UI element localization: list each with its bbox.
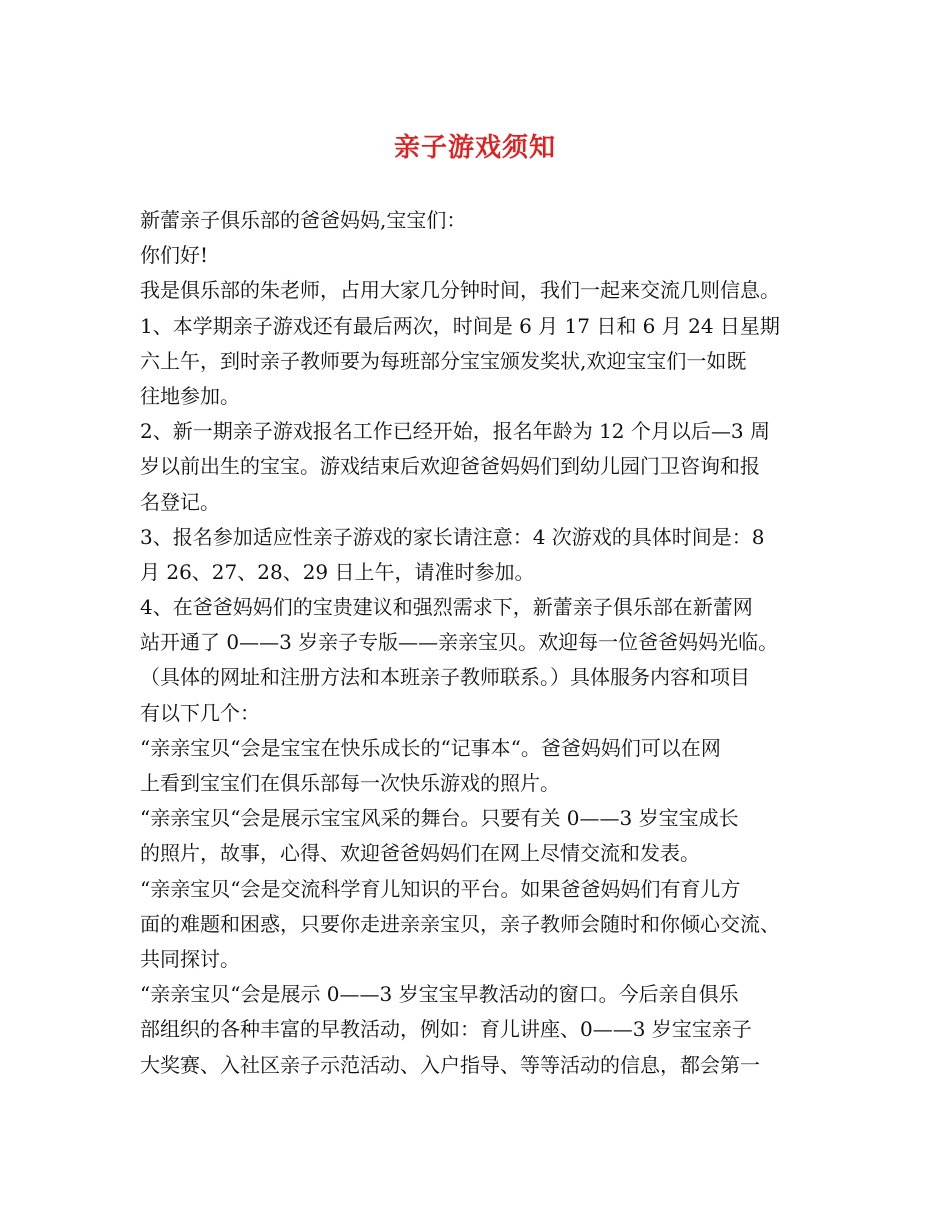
body-line: 2、新一期亲子游戏报名工作已经开始，报名年龄为 12 个月以后—3 周 bbox=[140, 419, 770, 444]
body-line: 六上午，到时亲子教师要为每班部分宝宝颁发奖状,欢迎宝宝们一如既 bbox=[140, 348, 747, 373]
body-line: 名登记。 bbox=[140, 489, 220, 514]
body-line: 4、在爸爸妈妈们的宝贵建议和强烈需求下，新蕾亲子俱乐部在新蕾网 bbox=[140, 595, 753, 620]
body-line: 3、报名参加适应性亲子游戏的家长请注意：4 次游戏的具体时间是：8 bbox=[140, 524, 765, 549]
document-body bbox=[140, 203, 830, 1083]
body-line: 你们好! bbox=[140, 243, 209, 268]
body-line: 有以下几个： bbox=[140, 700, 260, 725]
body-line: 站开通了 0——3 岁亲子专版——亲亲宝贝。欢迎每一位爸爸妈妈光临。 bbox=[140, 630, 779, 655]
document-title: 亲子游戏须知 bbox=[393, 133, 556, 163]
body-line: 的照片，故事，心得、欢迎爸爸妈妈们在网上尽情交流和发表。 bbox=[140, 841, 700, 866]
body-line: 月 26、27、28、29 日上午，请准时参加。 bbox=[140, 559, 535, 584]
body-line: （具体的网址和注册方法和本班亲子教师联系。）具体服务内容和项目 bbox=[140, 665, 750, 690]
body-line: 我是俱乐部的朱老师，占用大家几分钟时间，我们一起来交流几则信息。 bbox=[140, 278, 780, 303]
body-line: 面的难题和困惑，只要你走进亲亲宝贝，亲子教师会随时和你倾心交流、 bbox=[140, 911, 780, 936]
body-line: “亲亲宝贝“会是宝宝在快乐成长的“记事本“。爸爸妈妈们可以在网 bbox=[140, 735, 721, 760]
body-line: 往地参加。 bbox=[140, 383, 240, 408]
body-line: 新蕾亲子俱乐部的爸爸妈妈,宝宝们： bbox=[140, 208, 467, 232]
body-line: “亲亲宝贝“会是展示宝宝风采的舞台。只要有关 0——3 岁宝宝成长 bbox=[140, 806, 739, 831]
body-line: 大奖赛、入社区亲子示范活动、入户指导、等等活动的信息，都会第一 bbox=[140, 1052, 760, 1077]
body-line: 1、本学期亲子游戏还有最后两次，时间是 6 月 17 日和 6 月 24 日星期 bbox=[140, 313, 780, 338]
body-line: “亲亲宝贝“会是交流科学育儿知识的平台。如果爸爸妈妈们有育儿方 bbox=[140, 876, 741, 901]
body-line: 共同探讨。 bbox=[140, 946, 240, 971]
body-line: 部组织的各种丰富的早教活动，例如：育儿讲座、0——3 岁宝宝亲子 bbox=[140, 1017, 752, 1042]
body-line: “亲亲宝贝“会是展示 0——3 岁宝宝早教活动的窗口。今后亲自俱乐 bbox=[140, 982, 739, 1007]
body-line: 岁以前出生的宝宝。游戏结束后欢迎爸爸妈妈们到幼儿园门卫咨询和报 bbox=[140, 454, 760, 479]
body-line: 上看到宝宝们在俱乐部每一次快乐游戏的照片。 bbox=[140, 771, 560, 795]
